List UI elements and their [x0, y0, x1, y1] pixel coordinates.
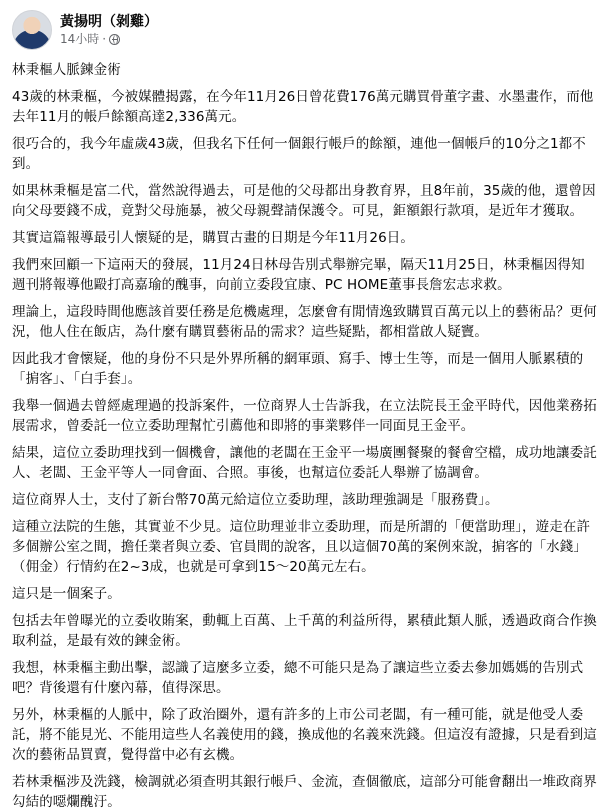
- post-meta: [60, 13, 158, 47]
- post-paragraph: 這種立法院的生態，其實並不少見。這位助理並非立委助理，而是所謂的「便當助理」，遊走在許多個辦公室之間，擔任業者與立委、官員間的說客，且以這個70萬的案例來說，掮客的「水錢」（佣金）行情約在2~3成，也就是可拿到15～20萬元左右。: [12, 519, 591, 575]
- post-paragraph: 結果，這位立委助理找到一個機會，讓他的老闆在王金平一場廣團餐聚的餐會空檔，成功地讓委託人、老闆、王金平等人一同會面、合照。事後，也幫這位委託人舉辦了協調會。: [12, 445, 597, 481]
- post-paragraph: 另外，林秉樞的人脈中，除了政治圈外，還有許多的上市公司老闆，有一種可能，就是他受人委託，將不能見光、不能用這些人名義使用的錢，換成他的名義來洗錢。但這沒有證據，只是看到這次的藝術品買賣，覺得當中必有玄機。: [12, 707, 597, 763]
- post-paragraph: 我想，林秉樞主動出擊，認識了這麼多立委，總不可能只是為了讓這些立委去參加媽媽的告別式吧？背後還有什麼內幕，值得深思。: [12, 660, 584, 696]
- post-paragraph: 這位商界人士，支付了新台幣70萬元給這位立委助理，該助理強調是「服務費」。: [12, 492, 499, 508]
- post-paragraph: 我們來回顧一下這兩天的發展，11月24日林母告別式舉辦完畢，隔天11月25日，林秉樞因得知週刊將報導他毆打高嘉瑜的醜事，向前立委段宜康、PC HOME董事長詹宏志求救。: [12, 257, 585, 293]
- post-paragraph: 因此我才會懷疑，他的身份不只是外界所稱的網軍頭、寫手、博士生等，而是一個用人脈累積的「掮客」、「白手套」。: [12, 351, 584, 387]
- post-title: 林秉樞人脈鍊金術: [12, 62, 121, 78]
- separator-dot: ·: [102, 32, 107, 46]
- post-paragraph: 若林秉樞涉及洗錢，檢調就必須查明其銀行帳戶、金流，查個徹底，這部分可能會翻出一堆政商界勾結的噁爛醜汙。: [12, 774, 597, 810]
- post-paragraph: 43歲的林秉樞，今被媒體揭露，在今年11月26日曾花費176萬元購買骨董字畫、水墨畫作，而他去年11月的帳戶餘額高達2,336萬元。: [12, 89, 594, 125]
- post-paragraph: 其實這篇報導最引人懷疑的是，購買古畫的日期是今年11月26日。: [12, 230, 414, 246]
- avatar[interactable]: [12, 10, 52, 50]
- author-name[interactable]: 黃揚明（剝雞）: [60, 14, 158, 30]
- post-paragraph: 如果林秉樞是富二代，當然說得過去，可是他的父母都出身教育界，且8年前，35歲的他，還曾因向父母要錢不成，竟對父母施暴，被父母親聲請保護令。可見，鉅額銀行款項，是近年才獲取。: [12, 183, 596, 219]
- post-subline: [60, 31, 158, 47]
- post-body: [12, 60, 597, 812]
- post-paragraph: 我舉一個過去曾經處理過的投訴案件，一位商界人士告訴我，在立法院長王金平時代，因他業務拓展需求，曾委託一位立委助理幫忙引薦他和即將的事業夥伴一同面見王金平。: [12, 398, 597, 434]
- post-time[interactable]: 14小時: [60, 32, 100, 46]
- post-paragraph: 理論上，這段時間他應該首要任務是危機處理，怎麼會有閒情逸致購買百萬元以上的藝術品？更何況，他人住在飯店，為什麼有購買藝術品的需求？這些疑點，都相當啟人疑竇。: [12, 304, 597, 340]
- globe-icon[interactable]: [109, 34, 120, 45]
- post-paragraph: 包括去年曾曝光的立委收賄案，動輒上百萬、上千萬的利益所得，累積此類人脈，透過政商合作換取利益，是最有效的鍊金術。: [12, 613, 597, 649]
- post-paragraph: 很巧合的，我今年虛歲43歲，但我名下任何一個銀行帳戶的餘額，連他一個帳戶的10分之1都不到。: [12, 136, 586, 172]
- post-header: [12, 0, 597, 54]
- post-paragraph: 這只是一個案子。: [12, 586, 121, 602]
